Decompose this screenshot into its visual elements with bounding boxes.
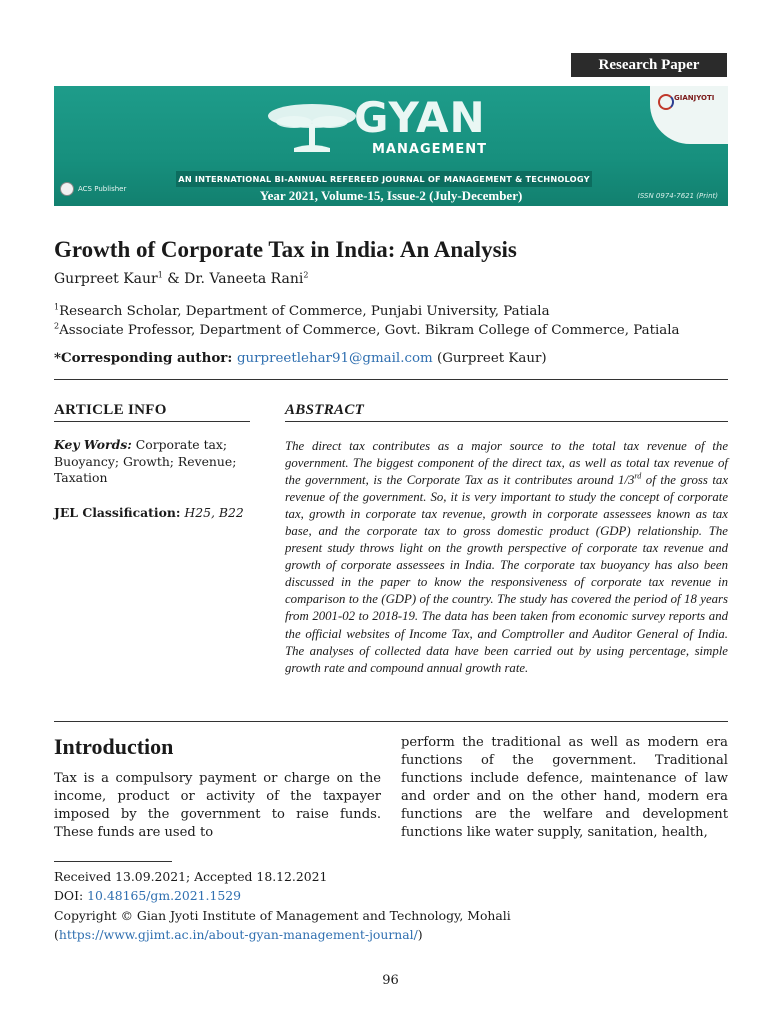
journal-subtitle: MANAGEMENT [372,142,488,157]
publisher [60,182,126,196]
article-title: Growth of Corporate Tax in India: An Analysis [54,237,517,262]
doi-link[interactable]: 10.48165/gm.2021.1529 [87,888,242,903]
journal-url-link[interactable]: https://www.gjimt.ac.in/about-gyan-management-journal/ [58,927,418,942]
keywords: Key Words: Corporate tax; Buoyancy; Growth; Revenue; Taxation [54,437,237,486]
affiliation-1: $^1$Research Scholar, Department of Commerce, Punjabi University, Patiala [54,302,550,319]
publisher-name: ACS Publisher [78,185,127,193]
divider [54,421,250,422]
paper-type-badge: Research Paper [571,53,727,77]
divider [54,379,728,380]
journal-url: (https://www.gjimt.ac.in/about-gyan-management-journal/) [54,927,423,942]
article-info-heading: ARTICLE INFO [54,402,167,418]
abstract-heading: ABSTRACT [285,402,365,418]
institute-logo [650,86,728,144]
journal-name: GYAN [354,93,486,142]
publisher-logo-icon [60,182,74,196]
received-date: Received 13.09.2021; Accepted 18.12.2021 [54,869,328,884]
introduction-heading: Introduction [54,734,174,759]
abstract-text: The direct tax contributes as a major source to the total tax revenue of the government. The biggest component of the direct tax, as well as total tax revenue of the government, is the Corporate Tax as it contributes around 1/3rd of the gross tax revenue of the government. So, it is very important to study the concept of corporate tax, growth in corporate tax revenue, growth in corporate assessees known as tax base, and the corporate tax to gross domestic product (GDP) relationship. The present study throws light on the growth perspective of corporate tax revenue and growth of corporate assessees in India. The corporate tax buoyancy has also been discussed in the paper to know the responsiveness of corporate tax revenue in comparison to the (GDP) of the country. The study has covered the period of 18 years from 2001-02 to 2018-19. The data has been taken from economic survey reports and the official websites of Income Tax, and Comptroller and Auditor General of India. The analyses of collected data have been carried out by using percentage, simple growth rate and compound annual growth rate. [285,439,729,675]
gianjyoti-mark-icon [658,94,674,110]
divider [285,421,728,422]
author-2: & Dr. Vaneeta Rani [162,271,304,287]
journal-volume: Year 2021, Volume-15, Issue-2 (July-December) [259,188,523,203]
tree-logo-icon [264,98,360,156]
introduction-left-column: Tax is a compulsory payment or charge on the income, product or activity of the taxpayer imposed by the government to raise funds. These funds are used to [54,771,381,840]
institute-logo-name: GIANJYOTI [674,94,715,102]
authors: Gurpreet Kaur$^1$ & Dr. Vaneeta Rani$^2$ [54,270,309,287]
footnote-divider [54,861,172,862]
corresponding-email-link[interactable]: gurpreetlehar91@gmail.com [236,351,433,366]
issn: ISSN 0974-7621 (Print) [637,192,718,200]
doi: DOI: 10.48165/gm.2021.1529 [54,888,242,903]
affiliation-2: $^2$Associate Professor, Department of Commerce, Govt. Bikram College of Commerce, Patiala [54,321,680,338]
copyright: Copyright © Gian Jyoti Institute of Management and Technology, Mohali [54,908,511,923]
divider [54,721,728,722]
journal-banner [54,86,728,206]
journal-tagline: AN INTERNATIONAL BI-ANNUAL REFEREED JOURNAL OF MANAGEMENT & TECHNOLOGY [176,171,592,187]
introduction-right-column: perform the traditional as well as modern era functions of the government. Traditional functions include defence, maintenance of law and order and on the other hand, modern era functions are the welfare and development functions like water supply, sanitation, health, [401,735,728,840]
jel-classification: JEL Classification: H25, B22 [54,505,244,520]
corresponding-author: *Corresponding author: gurpreetlehar91@gmail.com (Gurpreet Kaur) [54,350,547,366]
author-1: Gurpreet Kaur [54,271,158,287]
page-number: 96 [382,973,399,988]
